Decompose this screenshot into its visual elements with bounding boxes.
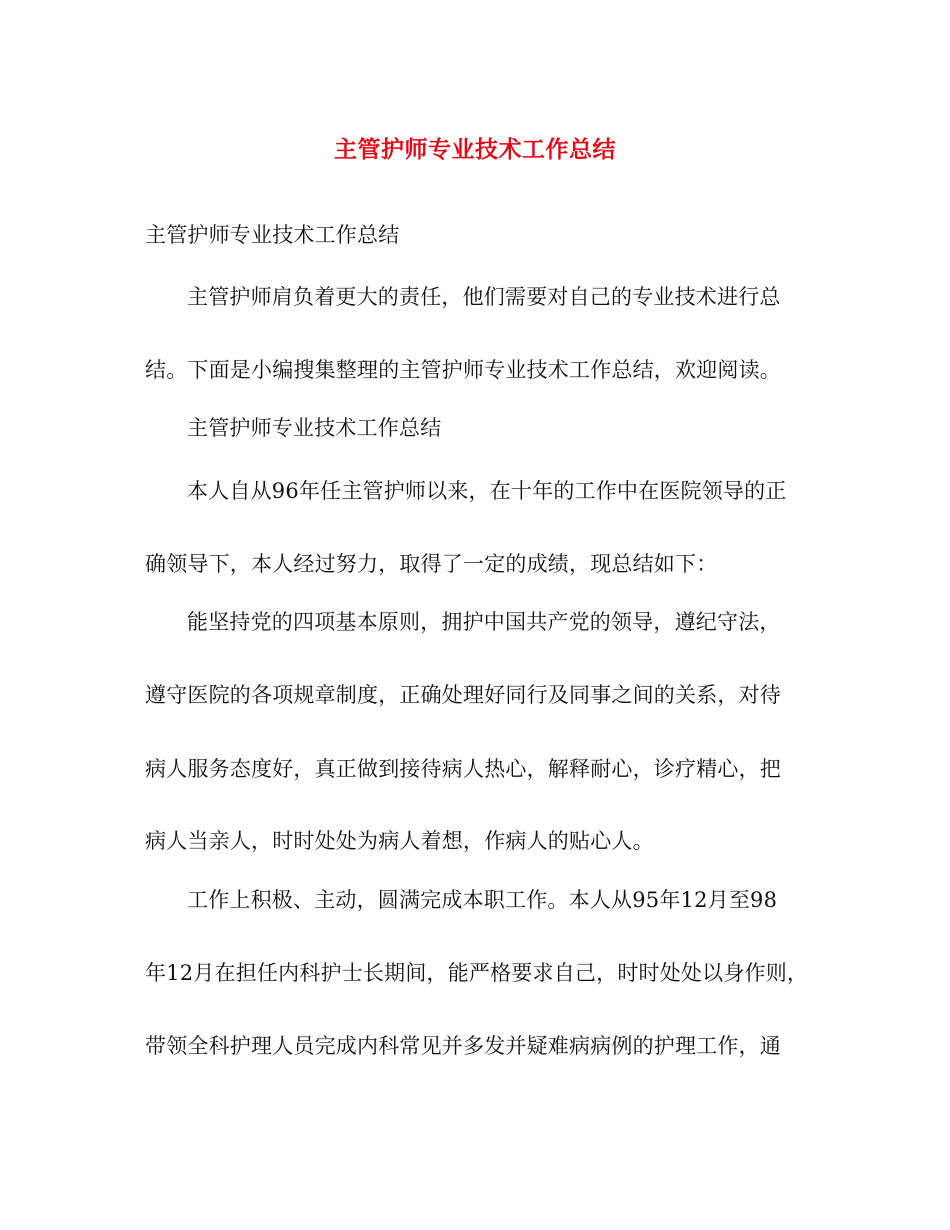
- paragraph-line: 本人自从96年任主管护师以来，在十年的工作中在医院领导的正: [187, 479, 787, 503]
- section-heading-line: 主管护师专业技术工作总结: [187, 416, 442, 440]
- paragraph-line: 主管护师肩负着更大的责任，他们需要对自己的专业技术进行总: [187, 285, 781, 309]
- paragraph-line: 确领导下，本人经过努力，取得了一定的成绩，现总结如下：: [145, 552, 718, 576]
- paragraph-line: 病人服务态度好，真正做到接待病人热心，解释耐心，诊疗精心，把: [145, 757, 781, 781]
- paragraph-line: 遵守医院的各项规章制度，正确处理好同行及同事之间的关系，对待: [145, 683, 781, 707]
- paragraph-line: 结。下面是小编搜集整理的主管护师专业技术工作总结，欢迎阅读。: [145, 358, 781, 382]
- paragraph-line: 工作上积极、主动，圆满完成本职工作。本人从95年12月至98: [187, 888, 778, 912]
- subtitle-line: 主管护师专业技术工作总结: [145, 223, 400, 247]
- document-title: 主管护师专业技术工作总结: [334, 137, 616, 163]
- paragraph-line: 年12月在担任内科护士长期间，能严格要求自己，时时处处以身作则，: [145, 961, 809, 985]
- paragraph-line: 能坚持党的四项基本原则，拥护中国共产党的领导，遵纪守法，: [187, 610, 781, 634]
- paragraph-line: 病人当亲人，时时处处为病人着想，作病人的贴心人。: [145, 829, 654, 853]
- paragraph-line: 带领全科护理人员完成内科常见并多发并疑难病病例的护理工作，通: [145, 1034, 781, 1058]
